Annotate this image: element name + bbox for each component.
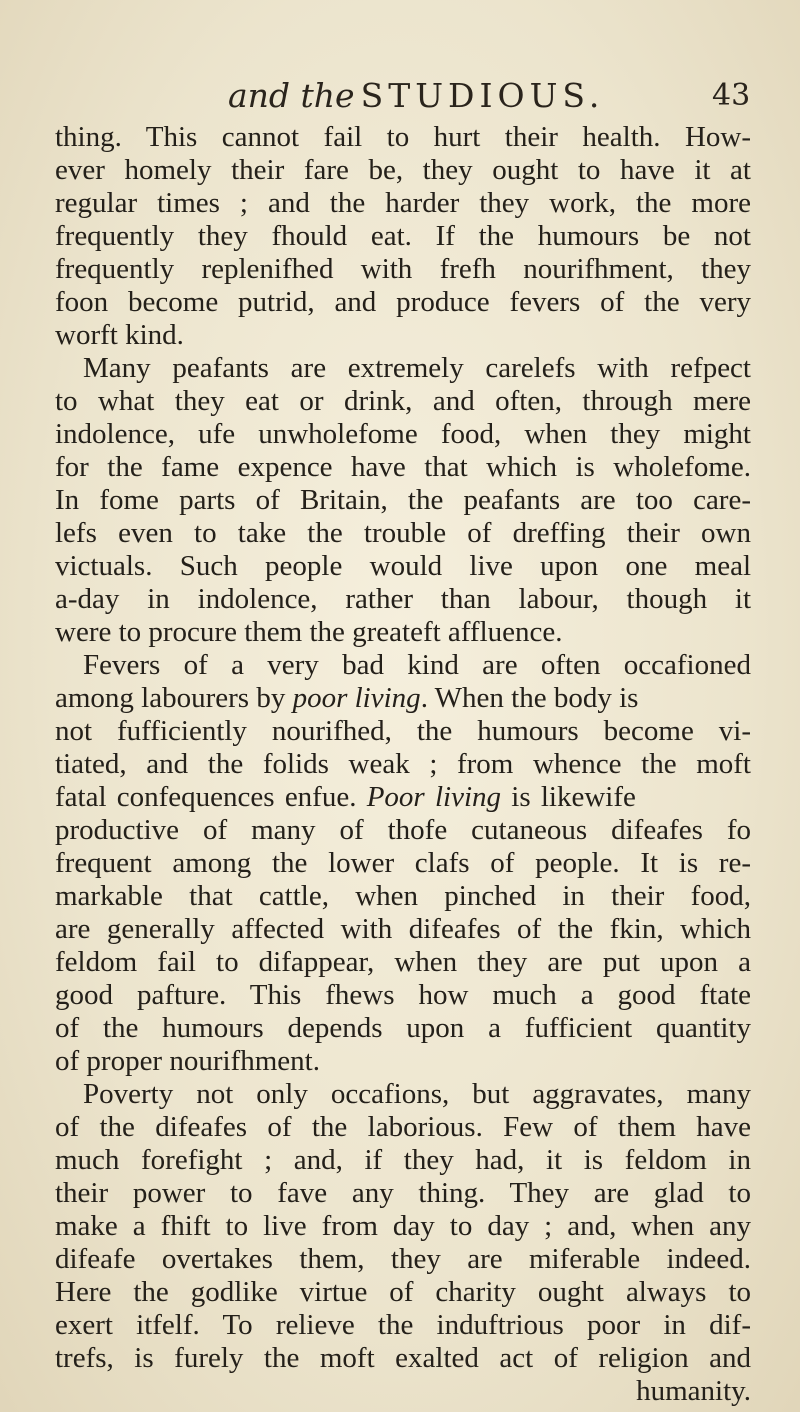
running-title [228, 76, 604, 115]
text-line: difeafe overtakes them, they are miferable indeed. [55, 1243, 751, 1275]
text-line: their power to fave any thing. They are glad to [55, 1177, 751, 1209]
text-line: tiated, and the folids weak ; from whence the moft [55, 748, 751, 780]
text-line: worft kind. [55, 319, 184, 351]
text-run: is likewife [511, 781, 636, 813]
text-line: not fufficiently nourifhed, the humours become vi- [55, 715, 751, 747]
text-line: markable that cattle, when pinched in their food, [55, 880, 751, 912]
paragraph-first-line: Poverty not only occafions, but aggravates, many [83, 1078, 751, 1110]
text-line: to what they eat or drink, and often, through mere [55, 385, 751, 417]
text-line: frequent among the lower clafs of people. It is re- [55, 847, 751, 879]
text-line: foon become putrid, and produce fevers of the very [55, 286, 751, 318]
text-line: of the humours depends upon a fufficient quantity [55, 1012, 751, 1044]
text-line: In fome parts of Britain, the peafants are too care- [55, 484, 751, 516]
text-line-mixed [55, 682, 751, 715]
italic-phrase: Poor living [366, 781, 502, 813]
text-line: Here the godlike virtue of charity ought always to [55, 1276, 751, 1308]
text-line: productive of many of thofe cutaneous difeafes fo [55, 814, 751, 846]
text-line: good pafture. This fhews how much a good ftate [55, 979, 751, 1011]
text-line: were to procure them the greateft affluence. [55, 616, 563, 648]
text-line: for the fame expence have that which is wholefome. [55, 451, 751, 483]
italic-phrase: poor living [292, 682, 421, 714]
text-line: of the difeafes of the laborious. Few of them have [55, 1111, 751, 1143]
text-line-mixed [55, 781, 751, 814]
text-line: exert itfelf. To relieve the induftrious poor in dif- [55, 1309, 751, 1341]
paragraph-first-line: Fevers of a very bad kind are often occafioned [83, 649, 751, 681]
text-line: regular times ; and the harder they work, the more [55, 187, 751, 219]
text-run: fatal confequences enfue. [55, 781, 357, 813]
text-line: frequently they fhould eat. If the humours be not [55, 220, 751, 252]
text-line: make a fhift to live from day to day ; and, when any [55, 1210, 751, 1242]
running-title-italic: and the [228, 76, 355, 115]
text-line: are generally affected with difeafes of the fkin, which [55, 913, 751, 945]
text-line: indolence, ufe unwholefome food, when they might [55, 418, 751, 450]
text-line: feldom fail to difappear, when they are put upon a [55, 946, 751, 978]
text-run: . When the body is [420, 682, 639, 714]
text-run: among labourers by [55, 682, 286, 714]
running-title-caps: STUDIOUS. [360, 76, 605, 115]
text-line-last: humanity. [636, 1375, 751, 1407]
text-line: frequently replenifhed with frefh nourifhment, they [55, 253, 751, 285]
text-line: ever homely their fare be, they ought to have it at [55, 154, 751, 186]
text-line: a-day in indolence, rather than labour, though it [55, 583, 751, 615]
running-head [0, 76, 800, 116]
text-line: lefs even to take the trouble of dreffing their own [55, 517, 751, 549]
text-line: victuals. Such people would live upon one meal [55, 550, 751, 582]
text-line: trefs, is furely the moft exalted act of religion and [55, 1342, 751, 1374]
body-text [55, 121, 751, 1408]
text-line: much forefight ; and, if they had, it is feldom in [55, 1144, 751, 1176]
page-number: 43 [712, 78, 751, 113]
text-line: thing. This cannot fail to hurt their health. How- [55, 121, 751, 153]
paragraph-first-line: Many peafants are extremely carelefs with refpect [83, 352, 751, 384]
text-line: of proper nourifhment. [55, 1045, 320, 1077]
